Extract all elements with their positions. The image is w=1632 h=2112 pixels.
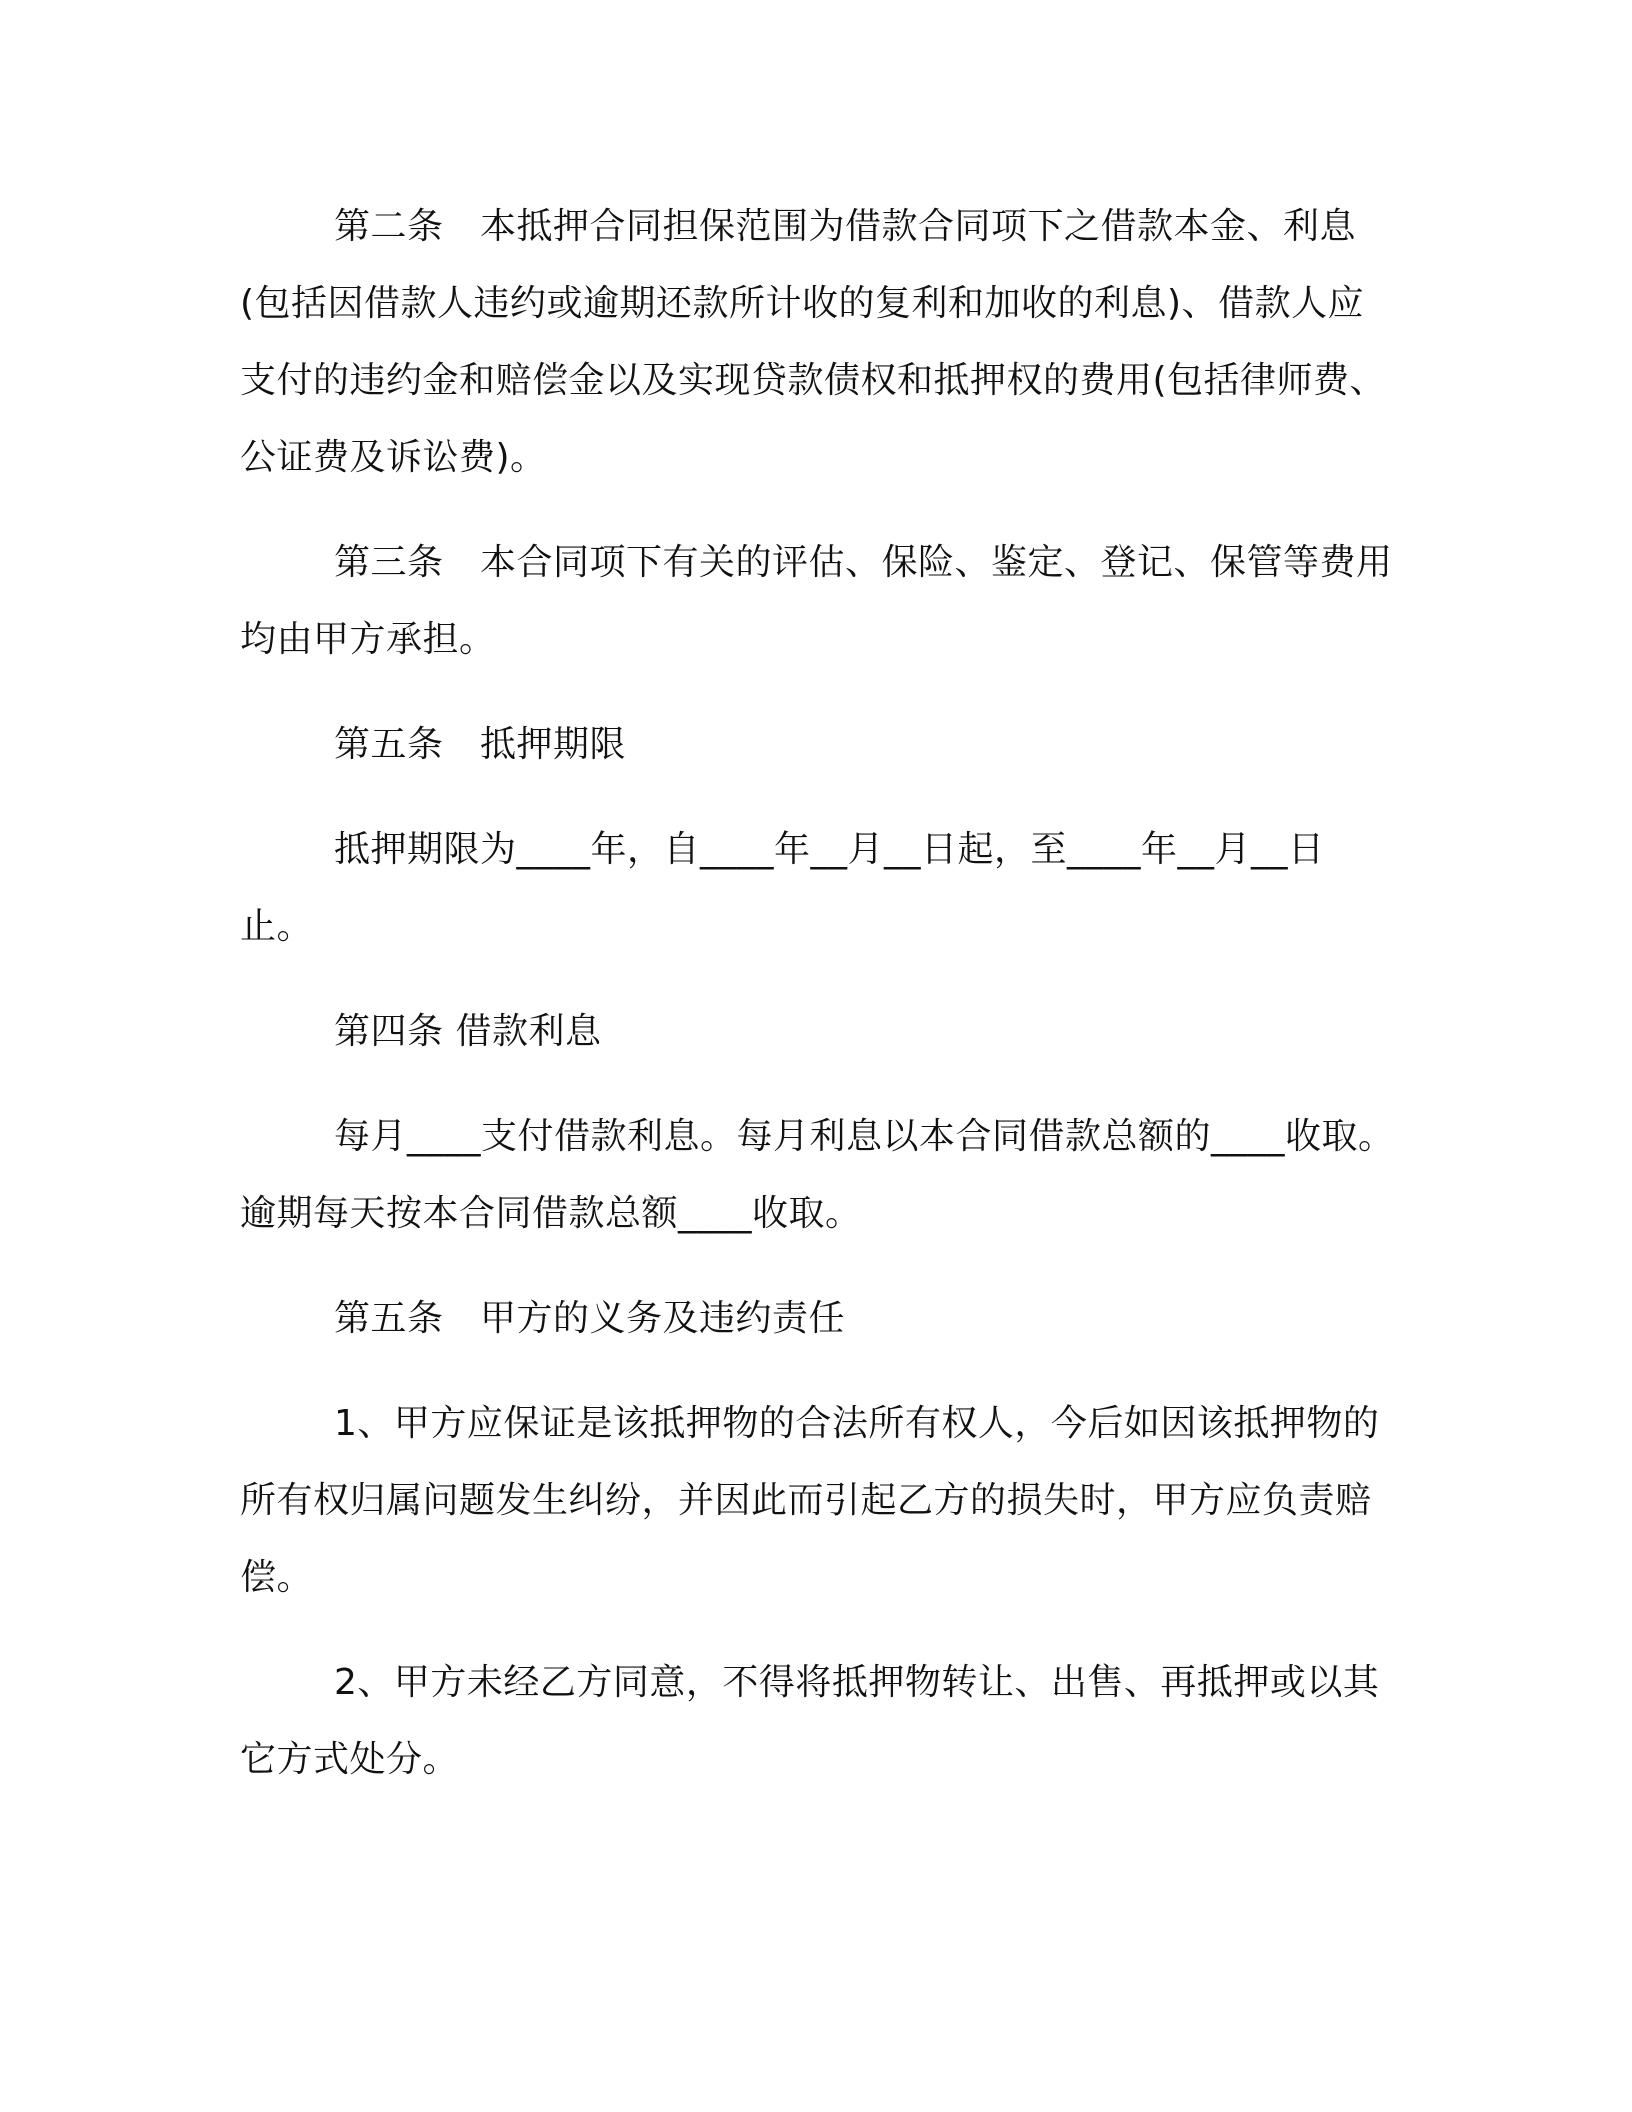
clause-3-fees: 第三条 本合同项下有关的评估、保险、鉴定、登记、保管等费用均由甲方承担。: [240, 542, 1393, 660]
obligation-item-2: 2、甲方未经乙方同意，不得将抵押物转让、出售、再抵押或以其它方式处分。: [240, 1662, 1380, 1780]
clause-interest-details: 每月____支付借款利息。每月利息以本合同借款总额的____收取。逾期每天按本合同借款总额____收取。: [240, 1116, 1395, 1234]
clause-5-heading-obligations: 第五条 甲方的义务及违约责任: [334, 1298, 846, 1339]
clause-2-scope: 第二条 本抵押合同担保范围为借款合同项下之借款本金、利息(包括因借款人违约或逾期还款所计收的复利和加收的利息)、借款人应支付的违约金和赔偿金以及实现贷款债权和抵押权的费用(包括律师费、公证费及诉讼费)。: [240, 206, 1387, 478]
document-body: [240, 188, 1395, 1826]
clause-term-details: 抵押期限为____年，自____年__月__日起，至____年__月__日止。: [240, 829, 1325, 947]
clause-5-heading-term: 第五条 抵押期限: [334, 724, 627, 765]
obligation-item-1: 1、甲方应保证是该抵押物的合法所有权人，今后如因该抵押物的所有权归属问题发生纠纷，并因此而引起乙方的损失时，甲方应负责赔偿。: [240, 1403, 1380, 1598]
clause-4-heading-interest: 第四条 借款利息: [334, 1011, 602, 1052]
